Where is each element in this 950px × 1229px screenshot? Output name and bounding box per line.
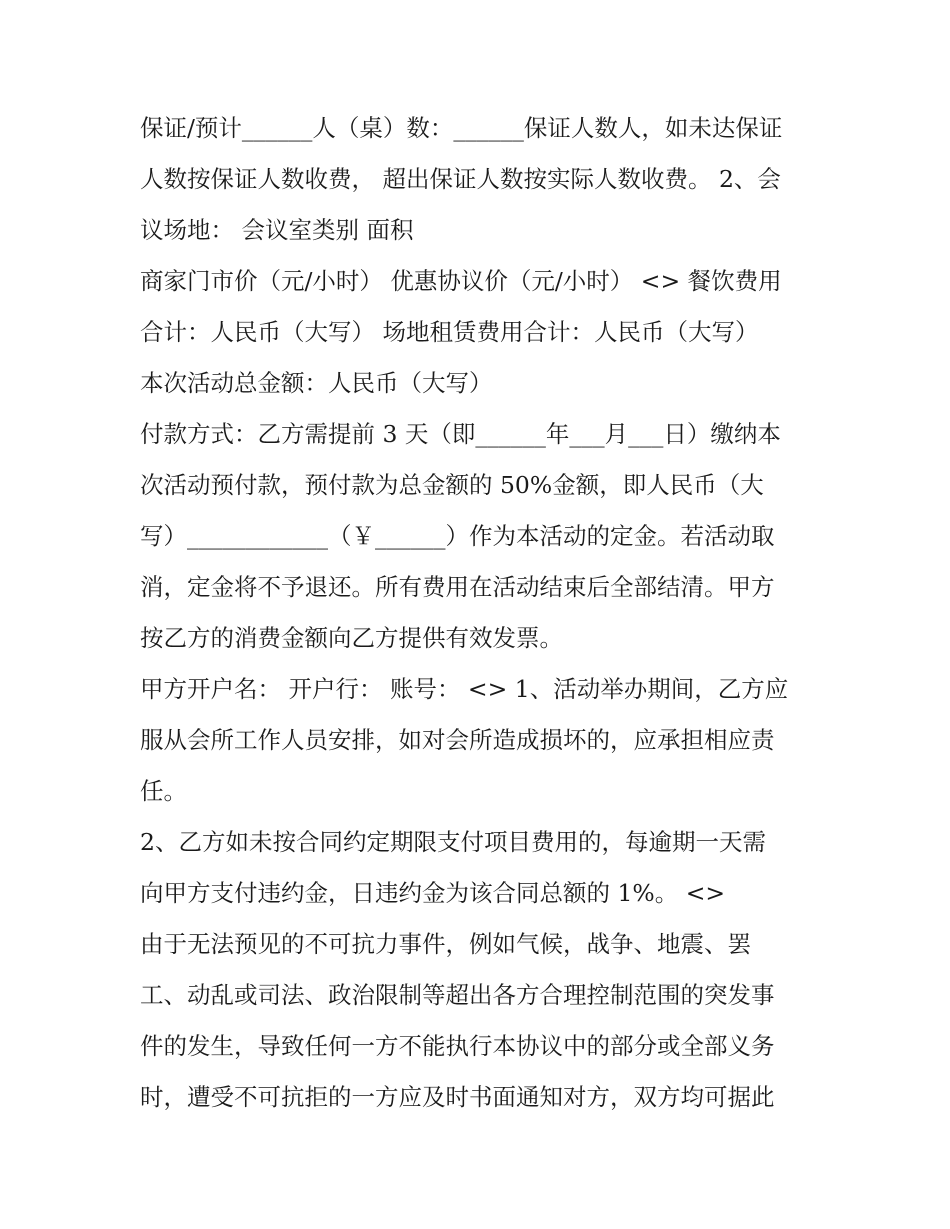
text-line: 时，遭受不可抗拒的一方应及时书面通知对方，双方均可据此 <box>140 1083 775 1111</box>
text-line: 合计：人民币（大写） 场地租赁费用合计：人民币（大写） <box>140 318 759 346</box>
text-line: 按乙方的消费金额向乙方提供有效发票。 <box>140 624 563 652</box>
text-line: 消，定金将不予退还。所有费用在活动结束后全部结清。甲方 <box>140 573 775 601</box>
text-line: 甲方开户名： 开户行： 账号： <> 1、活动举办期间，乙方应 <box>140 675 789 703</box>
text-line: 向甲方支付违约金，日违约金为该合同总额的 1%。 <> <box>140 879 726 907</box>
text-line: 人数按保证人数收费， 超出保证人数按实际人数收费。 2、会 <box>140 165 781 193</box>
text-line: 件的发生，导致任何一方不能执行本协议中的部分或全部义务 <box>140 1032 775 1060</box>
text-line: 保证/预计______人（桌）数：______保证人数人，如未达保证 <box>140 114 783 142</box>
text-line: 商家门市价（元/小时） 优惠协议价（元/小时） <> 餐饮费用 <box>140 267 782 295</box>
text-line: 本次活动总金额：人民币（大写） <box>140 369 493 397</box>
text-line: 任。 <box>140 777 187 805</box>
text-line: 次活动预付款，预付款为总金额的 50%金额，即人民币（大 <box>140 471 764 499</box>
document-body <box>140 103 812 1123</box>
text-line: 2、乙方如未按合同约定期限支付项目费用的，每逾期一天需 <box>140 828 766 856</box>
text-line: 付款方式：乙方需提前 3 天（即______年___月___日）缴纳本 <box>140 420 781 448</box>
text-line: 工、动乱或司法、政治限制等超出各方合理控制范围的突发事 <box>140 981 775 1009</box>
text-line: 写）____________（￥______）作为本活动的定金。若活动取 <box>140 522 775 550</box>
text-line: 由于无法预见的不可抗力事件，例如气候，战争、地震、罢 <box>140 930 751 958</box>
text-line: 议场地： 会议室类别 面积 <box>140 216 414 244</box>
text-line: 服从会所工作人员安排，如对会所造成损坏的，应承担相应责 <box>140 726 775 754</box>
